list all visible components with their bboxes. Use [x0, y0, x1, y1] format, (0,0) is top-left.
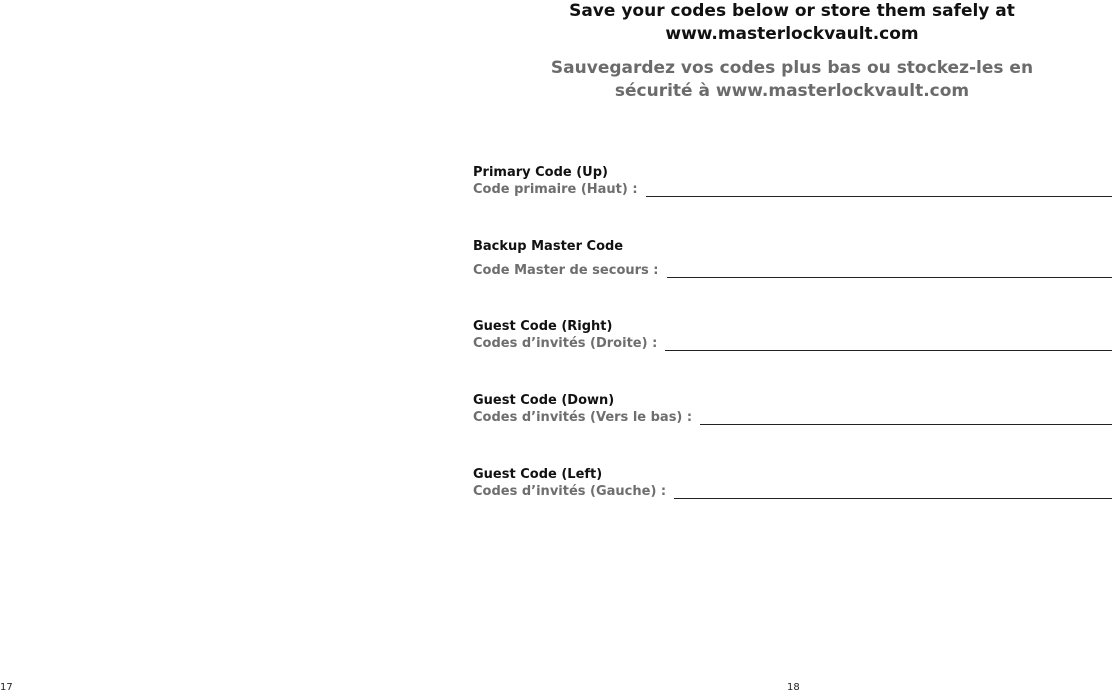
- backup-master-code-label-fr: Code Master de secours :: [473, 263, 659, 278]
- guest-code-right-write-line[interactable]: [665, 338, 1112, 351]
- guest-code-down-field: [473, 393, 1112, 426]
- title-french: [472, 57, 1112, 103]
- title-english-line-1: Save your codes below or store them safely at: [569, 1, 1015, 21]
- guest-code-down-label-fr: Codes d’invités (Vers le bas) :: [473, 410, 693, 425]
- guest-code-right-field: [473, 319, 1112, 352]
- guest-code-left-label: Guest Code (Left): [473, 467, 603, 482]
- guest-code-left-field: [473, 467, 1112, 500]
- primary-code-label: Primary Code (Up): [473, 165, 608, 180]
- title-french-line-2: sécurité à www.masterlockvault.com: [614, 81, 970, 101]
- page-number-right: 18: [787, 682, 800, 693]
- page-header: [472, 0, 1112, 103]
- guest-code-left-write-line[interactable]: [674, 486, 1112, 499]
- guest-code-left-label-fr: Codes d’invités (Gauche) :: [473, 484, 667, 499]
- page-number-left: 17: [0, 682, 13, 693]
- guest-code-right-label: Guest Code (Right): [473, 319, 613, 334]
- guest-code-down-write-line[interactable]: [700, 412, 1112, 425]
- title-french-line-1: Sauvegardez vos codes plus bas ou stockez-les en: [550, 58, 1034, 78]
- guest-code-right-label-fr: Codes d’invités (Droite) :: [473, 336, 658, 351]
- primary-code-label-fr: Code primaire (Haut) :: [473, 182, 638, 197]
- backup-master-code-label: Backup Master Code: [473, 239, 624, 254]
- title-english-line-2: www.masterlockvault.com: [665, 24, 919, 44]
- guest-code-down-label: Guest Code (Down): [473, 393, 615, 408]
- backup-master-code-write-line[interactable]: [667, 265, 1112, 278]
- primary-code-field: [473, 165, 1112, 198]
- backup-master-code-field: [473, 239, 1112, 279]
- primary-code-write-line[interactable]: [646, 184, 1112, 197]
- title-english: [472, 0, 1112, 46]
